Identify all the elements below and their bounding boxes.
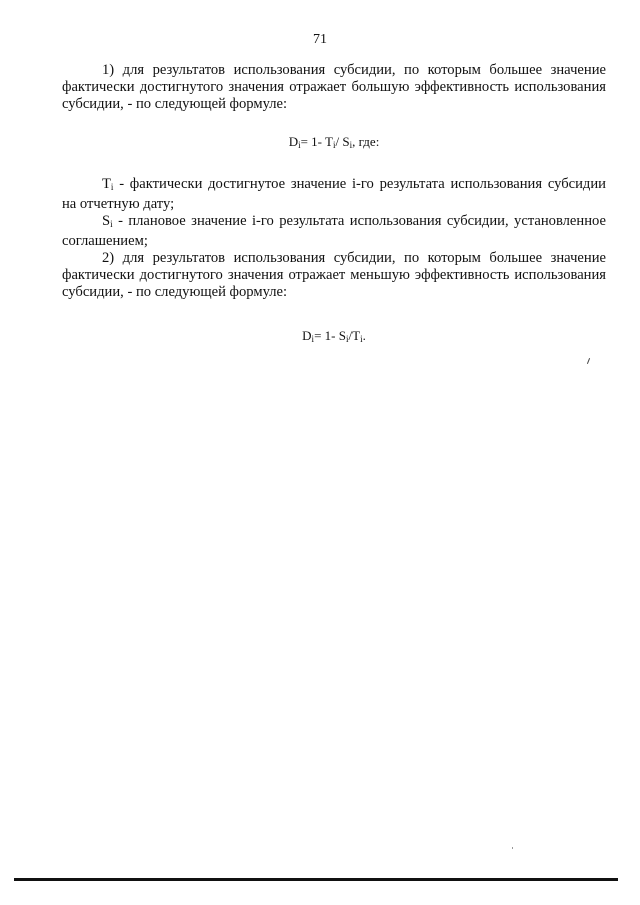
formula-1-d-sub: i bbox=[298, 140, 301, 150]
formula-2-d: D bbox=[302, 328, 312, 343]
formula-1-t: T bbox=[325, 134, 333, 149]
scan-speck bbox=[512, 847, 513, 849]
definition-t-symbol: T bbox=[102, 176, 111, 192]
formula-2-t: T bbox=[352, 328, 361, 343]
formula-1 bbox=[62, 133, 606, 154]
formula-1-slash: / bbox=[335, 134, 343, 149]
formula-1-eq: = 1- bbox=[300, 134, 326, 149]
definition-s-symbol: S bbox=[102, 213, 111, 229]
formula-2-tail: . bbox=[362, 328, 366, 343]
definition-s bbox=[62, 213, 606, 250]
formula-1-d: D bbox=[288, 134, 299, 149]
definition-t-sub: i bbox=[110, 182, 114, 192]
formula-2-slash: / bbox=[348, 328, 353, 343]
formula-1-s: S bbox=[342, 134, 350, 149]
formula-2-d-sub: i bbox=[311, 334, 315, 344]
definition-t bbox=[62, 176, 606, 213]
paragraph-2: 2) для результатов использования субсидии, по которым большее значение фактически достигнутого значения отражает меньшую эффективность использования субсидии, - по следующей формуле: bbox=[62, 250, 606, 300]
formula-1-tail: , где: bbox=[352, 134, 380, 149]
document-body bbox=[62, 62, 606, 370]
formula-2 bbox=[62, 327, 606, 348]
footer-rule bbox=[14, 878, 618, 881]
paragraph-1: 1) для результатов использования субсидии, по которым большее значение фактически достигнутого значения отражает большую эффективность использования субсидии, - по следующей формуле: bbox=[62, 62, 606, 112]
formula-1-s-sub: i bbox=[349, 140, 353, 150]
formula-2-s: S bbox=[338, 328, 346, 343]
definition-t-text: - фактически достигнутое значение i-го результата использования субсидии на отчетную дату; bbox=[62, 176, 606, 212]
formula-2-t-sub: i bbox=[360, 334, 363, 344]
formula-2-eq: = 1- bbox=[314, 328, 339, 343]
formula-2-s-sub: i bbox=[345, 334, 349, 344]
definition-s-sub: i bbox=[110, 219, 113, 229]
definition-s-text: - плановое значение i-го результата использования субсидии, установленное соглашением; bbox=[62, 213, 606, 249]
formula-1-t-sub: i bbox=[332, 140, 336, 150]
page-number: 71 bbox=[313, 32, 327, 47]
